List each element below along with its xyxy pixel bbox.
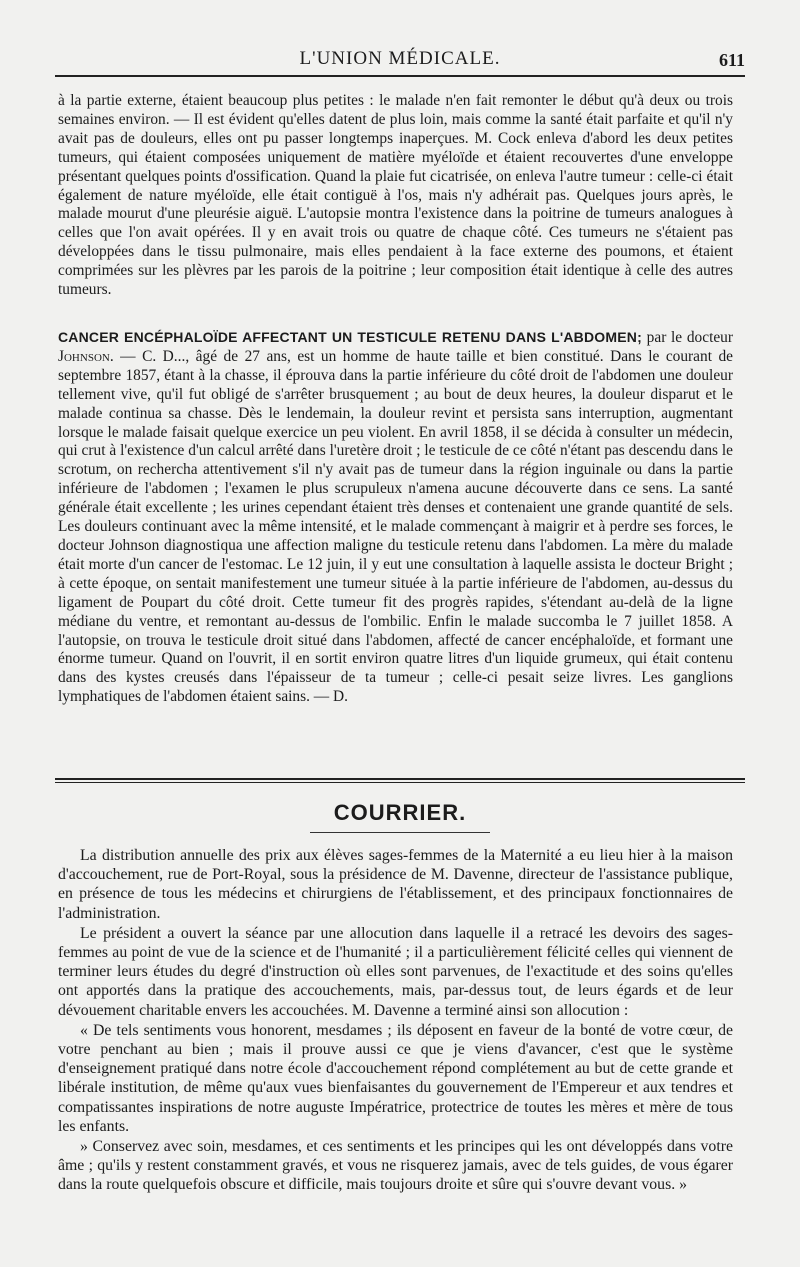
courrier-title: COURRIER. (333, 800, 467, 825)
courrier-paragraph-3: « De tels sentiments vous honorent, mesdames ; ils déposent en faveur de la bonté de votre cœur, de votre penchant au bien ; mais il prouve aussi ce que je viens d'avancer, c'est que le système d'enseignement pratiqué dans notre école d'accouchement répond complétement au but de cette grande et libérale institution, de même qu'aux vues bienfaisantes du gouvernement de l'Empereur et aux tendres et compatissantes inspirations de notre auguste Impératrice, protectrice de toutes les mères et mère de tous les enfants. (58, 1021, 733, 1135)
case-heading: CANCER ENCÉPHALOÏDE AFFECTANT UN TESTICULE RETENU DANS L'ABDOMEN; (58, 329, 642, 345)
running-title: L'UNION MÉDICALE. (299, 48, 501, 69)
page-number: 611 (718, 50, 745, 70)
continuation-paragraph: à la partie externe, étaient beaucoup plus petites : le malade n'en fait remonter le début qu'à deux ou trois semaines environ. — Il est évident qu'elles datent de plus loin, mais comme la santé était parfaite et qu'il n'y avait pas de douleurs, elles ont pu passer longtemps inaperçues. M. Cock enleva d'abord les deux petites tumeurs, qui étaient composées uniquement de matière myéloïde et étaient recouvertes d'une enveloppe présentant quelques points d'ossification. Quand la plaie fut cicatrisée, on enleva l'autre tumeur : celle-ci était également de nature myéloïde, elle était contiguë à l'os, mais n'y adhérait pas. Quelques jours après, le malade mourut d'une pleurésie aiguë. L'autopsie montra l'existence dans la poitrine de tumeurs analogues à celles que l'on avait opérées. Il y en avait trois ou quatre de chaque côté. Ces tumeurs ne s'étaient pas développées dans le tissu pulmonaire, mais elles pendaient à la face externe des poumons, et étaient comprimées sur les plèvres par les parois de la poitrine ; leur composition était identique à celle des autres tumeurs. (58, 92, 733, 299)
case-text: — C. D..., âgé de 27 ans, est un homme de haute taille et bien constitué. Dans le courant de septembre 1857, étant à la chasse, il éprouva dans la partie inférieure du côté droit de l'abdomen une douleur tellement vive, qu'il fut obligé de s'arrêter brusquement ; au bout de deux heures, la douleur disparut et le malade continua sa chasse. Dès le lendemain, la douleur revint et persista sans interruption, augmentant lorsque le malade faisait quelque exercice un peu violent. En avril 1858, il se décida à consulter un médecin, qui crut à l'existence d'un calcul arrêté dans l'uretère droit ; le testicule de ce côté n'étant pas descendu dans le scrotum, on rechercha attentivement s'il n'y avait pas de tumeur dans la région inguinale ou dans la partie inférieure de l'abdomen ; l'examen le plus scrupuleux n'amena aucune découverte dans ce sens. La santé générale était excellente ; les urines cependant étaient très denses et contenaient une grande quantité de sels. Les douleurs continuant avec la même intensité, et le malade commençant à maigrir et à perdre ses forces, le docteur Johnson diagnostiqua une affection maligne du testicule retenu dans l'abdomen. La mère du malade était morte d'un cancer de l'estomac. Le 12 juin, il y eut une consultation à laquelle assista le docteur Bright ; à cette époque, on sentait manifestement une tumeur située à la partie inférieure de l'abdomen, au-dessus du ligament de Poupart du côté droit. Cette tumeur fit des progrès rapides, s'étendant au-delà de la ligne médiane du ventre, et remontant au-dessus de l'ombilic. Enfin le malade succomba le 7 juillet 1858. A l'autopsie, on trouva le testicule droit situé dans l'abdomen, affecté de cancer encéphaloïde, et formant une énorme tumeur. Quand on l'ouvrit, il en sortit environ quatre litres d'un liquide grumeux, qui était contenu dans des kystes creusés dans l'épaisseur de ta tumeur ; celle-ci pesait seize livres. Les ganglions lymphatiques de l'abdomen étaient sains. — D. (58, 347, 733, 706)
case-report-section (58, 328, 733, 707)
courrier-title-rule (310, 832, 490, 833)
section-separator-thick (55, 778, 745, 780)
case-report-paragraph (58, 328, 733, 707)
courrier-paragraph-1: La distribution annuelle des prix aux élèves sages-femmes de la Maternité a eu lieu hier à la maison d'accouchement, rue de Port-Royal, sous la présidence de M. Davenne, directeur de l'assistance publique, en présence de tous les médecins et chirurgiens de l'établissement, et des principaux fonctionnaires de l'administration. (58, 847, 733, 922)
courrier-section (58, 846, 733, 1196)
continuation-section (58, 92, 733, 300)
case-author: Johnson. (58, 347, 114, 365)
page-header (55, 40, 745, 76)
header-rule (55, 75, 745, 77)
courrier-paragraph-4: » Conservez avec soin, mesdames, et ces sentiments et les principes qui les ont développés dans votre âme ; qu'ils y restent constamment gravés, et vous ne risquerez jamais, avec de tels guides, de vous égarer dans la route quelquefois obscure et difficile, mais toujours droite et sûre qui s'ouvre devant vous. » (58, 1138, 733, 1194)
courrier-paragraph-2: Le président a ouvert la séance par une allocution dans laquelle il a retracé les devoirs des sages-femmes au point de vue de la science et de l'humanité ; il a particulièrement félicité celles qui viennent de terminer leurs études du degré d'instruction où elles sont parvenues, de l'exactitude et des soins qu'elles ont apportés dans la pratique des accouchements, mais, par-dessus tout, de leurs égards et de leur dévouement charitable envers les accouchées. M. Davenne a terminé ainsi son allocution : (58, 924, 733, 1019)
case-intro: par le docteur (641, 329, 734, 346)
section-separator-thin (55, 782, 745, 783)
